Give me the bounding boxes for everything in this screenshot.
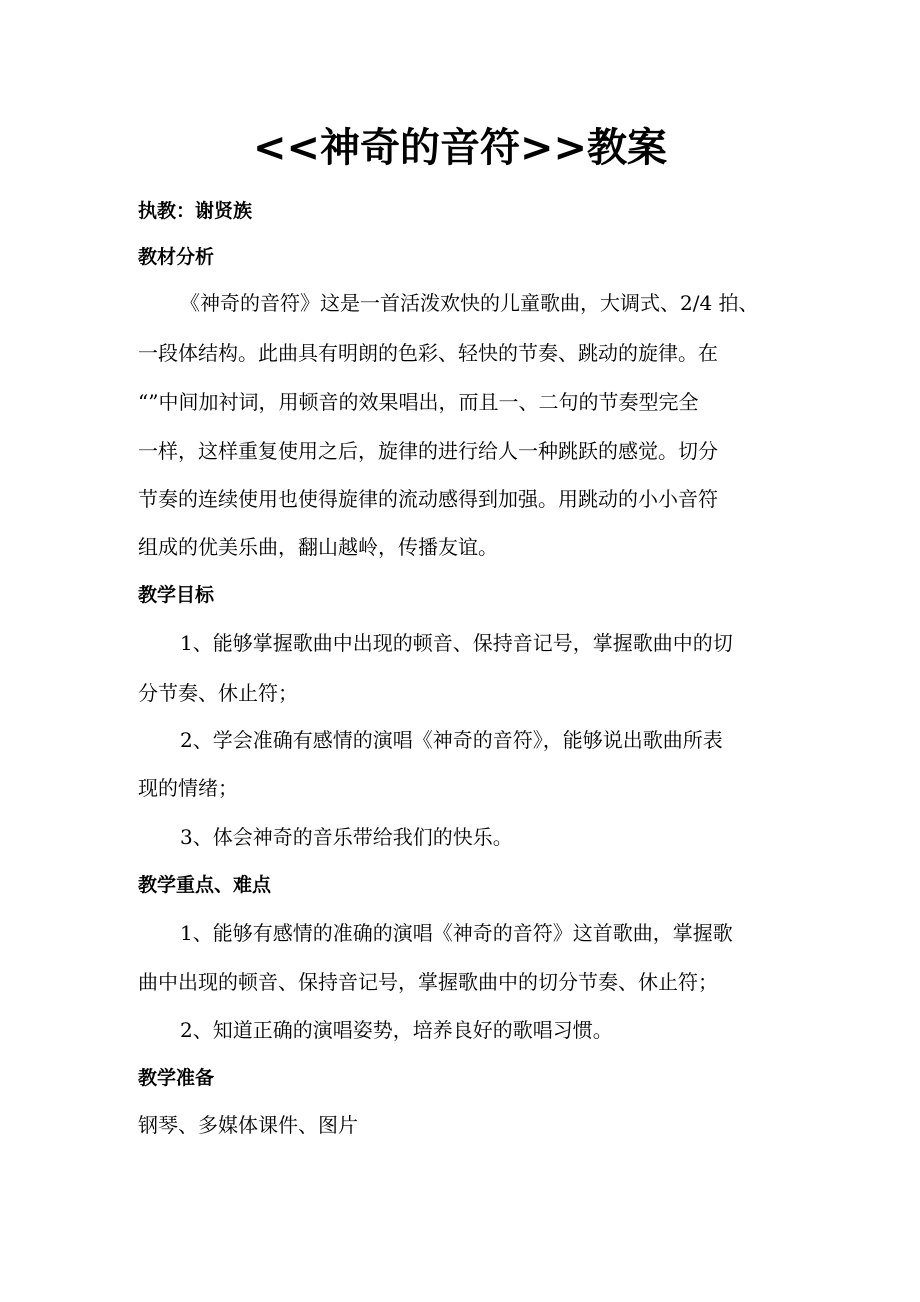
paragraph-line: 一段体结构。此曲具有明朗的色彩、轻快的节奏、跳动的旋律。在 (138, 341, 718, 365)
paragraph-line: 《神奇的音符》这是一首活泼欢快的儿童歌曲，大调式、2/4 拍、 (180, 291, 759, 315)
section-heading-teaching-goals: 教学目标 (138, 584, 215, 606)
list-item: 2、知道正确的演唱姿势，培养良好的歌唱习惯。 (180, 1018, 613, 1042)
paragraph-line: “”中间加衬词，用顿音的效果唱出，而且一、二句的节奏型完全 (138, 390, 699, 414)
list-item: 1、能够有感情的准确的演唱《神奇的音符》这首歌曲，掌握歌 (180, 921, 733, 945)
list-item-continuation: 现的情绪； (138, 776, 238, 800)
paragraph-line: 组成的优美乐曲，翻山越岭，传播友谊。 (138, 535, 498, 559)
document-title: <<神奇的音符>>教案 (252, 125, 668, 171)
paragraph-line: 节奏的连续使用也使得旋律的流动感得到加强。用跳动的小小音符 (138, 487, 718, 511)
list-item: 3、体会神奇的音乐带给我们的快乐。 (180, 825, 513, 849)
list-item: 1、能够掌握歌曲中出现的顿音、保持音记号，掌握歌曲中的切 (180, 631, 733, 655)
section-heading-key-points: 教学重点、难点 (138, 874, 272, 896)
list-item-continuation: 分节奏、休止符； (138, 681, 298, 705)
paragraph-line: 钢琴、多媒体课件、图片 (138, 1113, 358, 1137)
teacher-line: 执教：谢贤族 (138, 200, 253, 222)
list-item: 2、学会准确有感情的演唱《神奇的音符》，能够说出歌曲所表 (180, 728, 723, 752)
paragraph-line: 一样，这样重复使用之后，旋律的进行给人一种跳跃的感觉。切分 (138, 439, 718, 463)
section-heading-material-analysis: 教材分析 (138, 246, 215, 268)
section-heading-preparation: 教学准备 (138, 1067, 215, 1089)
list-item-continuation: 曲中出现的顿音、保持音记号，掌握歌曲中的切分节奏、休止符； (138, 970, 718, 994)
